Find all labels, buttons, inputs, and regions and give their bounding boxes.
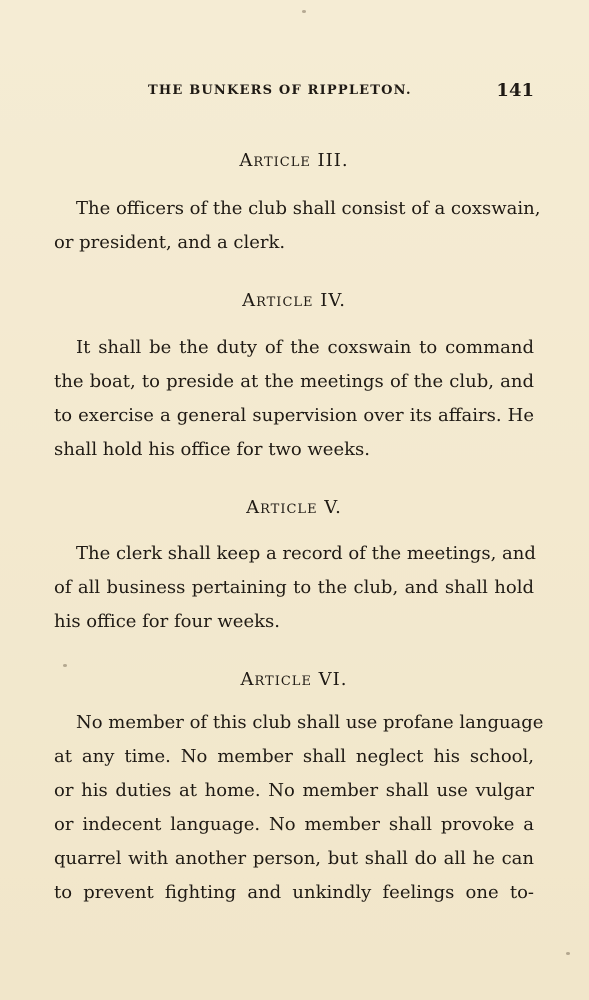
running-title: THE BUNKERS OF RIPPLETON. <box>148 83 412 98</box>
article-paragraph-4 <box>54 331 534 467</box>
text-line: No member of this club shall use profane language <box>76 712 544 733</box>
article-heading-5: Article V. <box>246 497 342 518</box>
text-line: or his duties at home. No member shall use vulgar <box>54 780 534 801</box>
article-paragraph-3 <box>54 192 541 260</box>
text-line: the boat, to preside at the meetings of the club, and <box>54 371 534 392</box>
text-line: quarrel with another person, but shall do all he can <box>54 848 534 869</box>
text-line: to prevent fighting and unkindly feelings one to- <box>54 882 534 903</box>
paper-speck <box>566 952 570 955</box>
text-line: The clerk shall keep a record of the meetings, and <box>76 543 536 564</box>
text-line: or president, and a clerk. <box>54 232 286 253</box>
text-line: of all business pertaining to the club, and shall hold <box>54 577 534 598</box>
running-head <box>54 80 534 104</box>
text-line: shall hold his office for two weeks. <box>54 439 370 460</box>
text-line: at any time. No member shall neglect his school, <box>54 746 534 767</box>
article-paragraph-6 <box>54 706 544 910</box>
page-number: 141 <box>496 80 534 101</box>
text-line: It shall be the duty of the coxswain to command <box>76 337 534 358</box>
paper-speck <box>63 664 67 667</box>
text-line: to exercise a general supervision over its affairs. He <box>54 405 534 426</box>
article-heading-3: Article III. <box>239 150 349 171</box>
article-paragraph-5 <box>54 537 534 639</box>
text-line: his office for four weeks. <box>54 611 280 632</box>
article-heading-4: Article IV. <box>242 290 346 311</box>
article-heading-6: Article VI. <box>240 669 348 690</box>
paper-speck <box>302 10 306 13</box>
text-line: or indecent language. No member shall provoke a <box>54 814 534 835</box>
text-line: The officers of the club shall consist of a coxswain, <box>76 198 541 219</box>
